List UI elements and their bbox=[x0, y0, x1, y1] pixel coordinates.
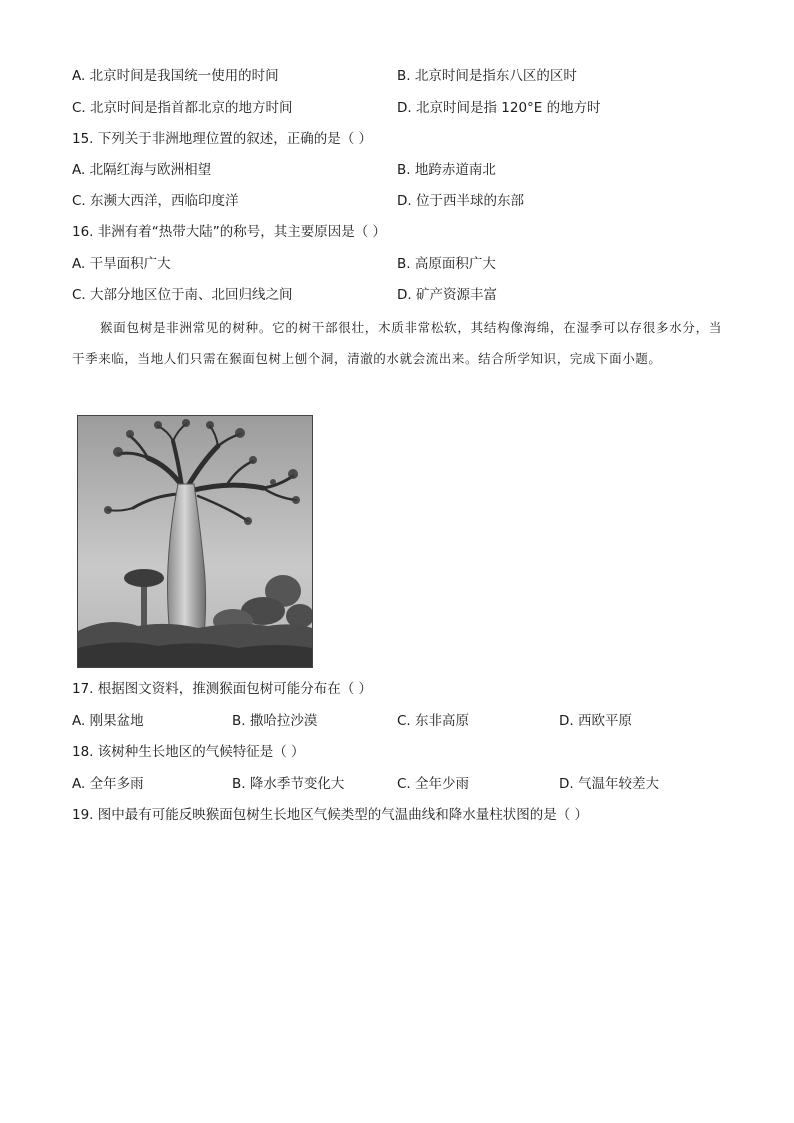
q18-option-d: D. 气温年较差大 bbox=[559, 776, 659, 792]
q15-option-a: A. 北隔红海与欧洲相望 bbox=[72, 162, 212, 178]
reading-passage: 猴面包树是非洲常见的树种。它的树干部很壮，木质非常松软，其结构像海绵，在湿季可以存很多水分，当干季来临，当地人们只需在猴面包树上刨个洞，清澈的水就会流出来。结合所学知识，完成下面小题。 bbox=[72, 320, 722, 366]
q18-stem: 18. 该树种生长地区的气候特征是（ ） bbox=[72, 744, 305, 760]
q18-option-c: C. 全年少雨 bbox=[397, 776, 470, 792]
q14-option-d: D. 北京时间是指 120°E 的地方时 bbox=[397, 100, 601, 116]
q16-option-c: C. 大部分地区位于南、北回归线之间 bbox=[72, 287, 293, 303]
q15-option-c: C. 东濒大西洋，西临印度洋 bbox=[72, 193, 239, 209]
q18-option-b: B. 降水季节变化大 bbox=[232, 776, 345, 792]
q14-option-a: A. 北京时间是我国统一使用的时间 bbox=[72, 68, 279, 84]
q16-option-b: B. 高原面积广大 bbox=[397, 256, 496, 272]
q16-option-a: A. 干旱面积广大 bbox=[72, 256, 171, 272]
q14-option-b: B. 北京时间是指东八区的区时 bbox=[397, 68, 577, 84]
q17-option-a: A. 刚果盆地 bbox=[72, 713, 144, 729]
q15-stem: 15. 下列关于非洲地理位置的叙述，正确的是（ ） bbox=[72, 131, 373, 147]
q17-option-b: B. 撒哈拉沙漠 bbox=[232, 713, 318, 729]
q16-option-d: D. 矿产资源丰富 bbox=[397, 287, 497, 303]
q17-option-d: D. 西欧平原 bbox=[559, 713, 632, 729]
q19-stem: 19. 图中最有可能反映猴面包树生长地区气候类型的气温曲线和降水量柱状图的是（ ） bbox=[72, 807, 589, 823]
baobab-tree-photo bbox=[77, 415, 313, 668]
q17-stem: 17. 根据图文资料，推测猴面包树可能分布在（ ） bbox=[72, 681, 373, 697]
q15-option-b: B. 地跨赤道南北 bbox=[397, 162, 496, 178]
q15-option-d: D. 位于西半球的东部 bbox=[397, 193, 524, 209]
q17-option-c: C. 东非高原 bbox=[397, 713, 470, 729]
q14-option-c: C. 北京时间是指首都北京的地方时间 bbox=[72, 100, 293, 116]
q18-option-a: A. 全年多雨 bbox=[72, 776, 144, 792]
q16-stem: 16. 非洲有着“热带大陆”的称号，其主要原因是（ ） bbox=[72, 224, 387, 240]
